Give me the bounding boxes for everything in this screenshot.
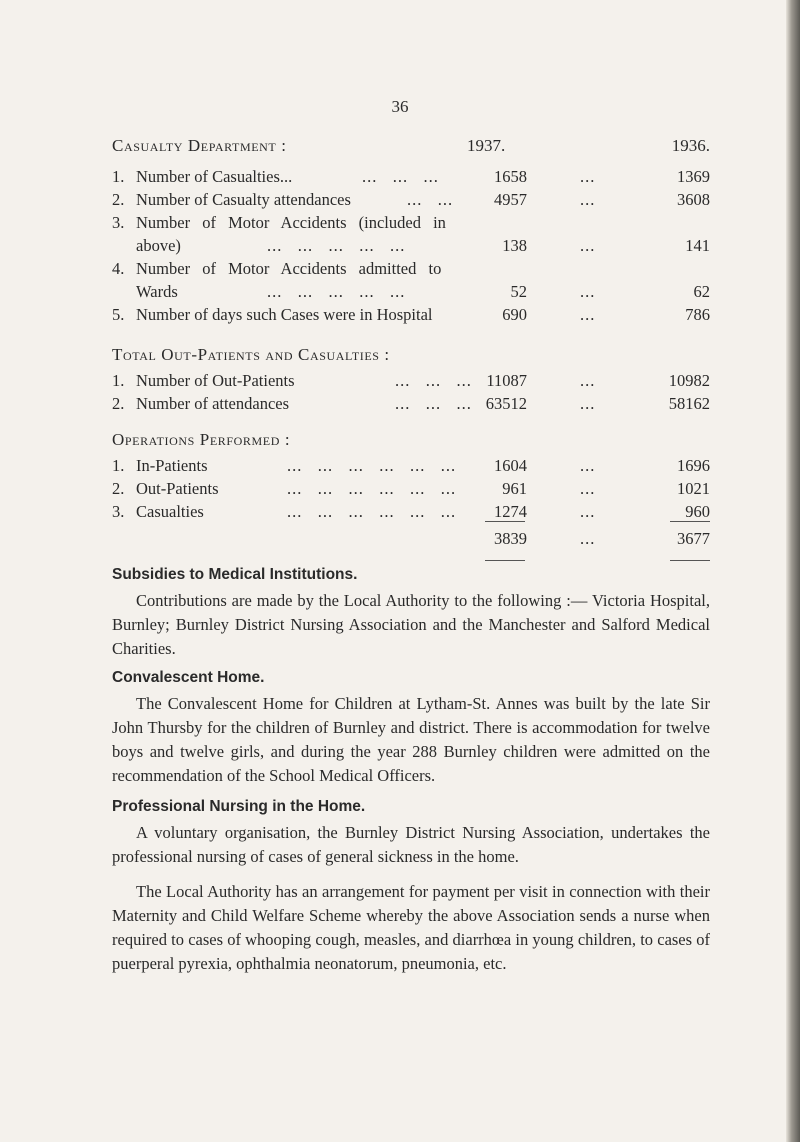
value-1937: 52: [510, 282, 527, 301]
value-1937: 4957: [494, 190, 527, 209]
leader-dots: ...: [580, 529, 596, 548]
casualty-heading: Casualty Department :: [112, 136, 287, 155]
leader-dots: ...: [580, 502, 596, 521]
value-1937: 1604: [494, 456, 527, 475]
leader-dots: ...: [580, 190, 596, 209]
row-number: 2.: [112, 190, 125, 209]
total-rule-bottom-1937: [485, 560, 525, 561]
subsidies-paragraph: Contributions are made by the Local Authority to the following :— Victoria Hospital, Burnley; Burnley District Nursing Association and the Manchester and Salford Medical Charities.: [112, 591, 710, 658]
total-rule-top-1937: [485, 521, 525, 522]
page-edge-shadow: [786, 0, 800, 1142]
total-1937: 3839: [494, 529, 527, 548]
leader-dots: ...: [580, 479, 596, 498]
value-1936: 141: [685, 236, 710, 255]
row-label: Out-Patients: [136, 479, 219, 498]
table-row: [112, 502, 722, 524]
table-row: [112, 282, 722, 304]
value-1937: 690: [502, 305, 527, 324]
row-label: Number of Casualty attendances: [136, 190, 351, 209]
row-number: 2.: [112, 479, 125, 498]
row-label: Number of Casualties...: [136, 167, 293, 186]
value-1936: 62: [693, 282, 710, 301]
leader-dots: ...: [580, 371, 596, 390]
row-number: 1.: [112, 371, 125, 390]
year-1936-header: 1936.: [671, 136, 710, 155]
row-label: In-Patients: [136, 456, 208, 475]
value-1936: 58162: [668, 394, 710, 413]
value-1936: 1369: [677, 167, 710, 186]
leader-dots: ...: [580, 236, 596, 255]
table-row: [112, 479, 722, 501]
leader-dots: ... ... ... ... ...: [267, 236, 406, 255]
row-label: Number of Motor Accidents admitted to: [136, 259, 442, 278]
value-1937: 11087: [486, 371, 527, 390]
leader-dots: ... ... ... ... ...: [267, 282, 406, 301]
subsidies-heading: Subsidies to Medical Institutions.: [112, 566, 358, 583]
value-1936: 1021: [677, 479, 710, 498]
leader-dots: ... ...: [407, 190, 454, 209]
table-row: [112, 371, 722, 393]
row-label: Number of Out-Patients: [136, 371, 295, 390]
table-row: [112, 456, 722, 478]
operations-heading: Operations Performed :: [112, 430, 291, 449]
table-row: [112, 190, 722, 212]
row-label: Number of attendances: [136, 394, 290, 413]
convalescent-heading: Convalescent Home.: [112, 669, 265, 686]
leader-dots: ...: [580, 282, 596, 301]
row-number: 5.: [112, 305, 125, 324]
row-number: 3.: [112, 502, 125, 521]
value-1937: 961: [502, 479, 527, 498]
leader-dots: ...: [580, 305, 596, 324]
row-label: Wards: [136, 282, 178, 301]
leader-dots: ...: [580, 456, 596, 475]
row-number: 4.: [112, 259, 125, 278]
value-1936: 3608: [677, 190, 710, 209]
leader-dots: ...: [580, 394, 596, 413]
value-1937: 1274: [494, 502, 527, 521]
table-row: [112, 213, 722, 235]
leader-dots: ... ... ...: [395, 371, 472, 390]
value-1936: 1696: [677, 456, 710, 475]
row-label: Number of days such Cases were in Hospital: [136, 305, 433, 324]
year-1937-header: 1937.: [467, 136, 506, 155]
total-rule-top-1936: [670, 521, 710, 522]
leader-dots: ... ... ... ... ... ...: [287, 502, 457, 521]
value-1936: 786: [685, 305, 710, 324]
nursing-heading: Professional Nursing in the Home.: [112, 798, 366, 815]
table-row: [112, 236, 722, 258]
row-number: 3.: [112, 213, 125, 232]
nursing-paragraph-2: The Local Authority has an arrangement for payment per visit in connection with their Maternity and Child Welfare Scheme whereby the above Association sends a nurse when required to cases of whooping cough, measles, and diarrhœa in young children, to cases of puerperal pyrexia, ophthalmia neonatorum, pneumonia, etc.: [112, 882, 710, 973]
nursing-paragraph-1: A voluntary organisation, the Burnley District Nursing Association, undertakes the professional nursing of cases of general sickness in the home.: [112, 823, 710, 866]
leader-dots: ... ... ... ... ... ...: [287, 456, 457, 475]
row-label: Number of Motor Accidents (included in: [136, 213, 446, 232]
convalescent-paragraph: The Convalescent Home for Children at Lytham-St. Annes was built by the late Sir John Thursby for the children of Burnley and district. There is accommodation for twelve boys and twelve girls, and during the year 288 Burnley children were admitted on the recommendation of the School Medical Officers.: [112, 694, 710, 785]
page-number: 36: [391, 97, 409, 116]
row-label: above): [136, 236, 181, 255]
outpatients-heading: Total Out-Patients and Casualties :: [112, 345, 390, 364]
value-1936: 960: [685, 502, 710, 521]
table-row: [112, 259, 722, 281]
leader-dots: ...: [580, 167, 596, 186]
value-1937: 63512: [485, 394, 527, 413]
total-row: [112, 529, 722, 551]
table-row: [112, 167, 722, 189]
value-1936: 10982: [668, 371, 710, 390]
row-number: 1.: [112, 456, 125, 475]
row-number: 1.: [112, 167, 125, 186]
value-1937: 138: [502, 236, 527, 255]
table-row: [112, 305, 722, 327]
row-number: 2.: [112, 394, 125, 413]
leader-dots: ... ... ...: [362, 167, 439, 186]
row-label: Casualties: [136, 502, 204, 521]
value-1937: 1658: [494, 167, 527, 186]
total-1936: 3677: [677, 529, 710, 548]
table-row: [112, 394, 722, 416]
leader-dots: ... ... ... ... ... ...: [287, 479, 457, 498]
total-rule-bottom-1936: [670, 560, 710, 561]
leader-dots: ... ... ...: [395, 394, 472, 413]
